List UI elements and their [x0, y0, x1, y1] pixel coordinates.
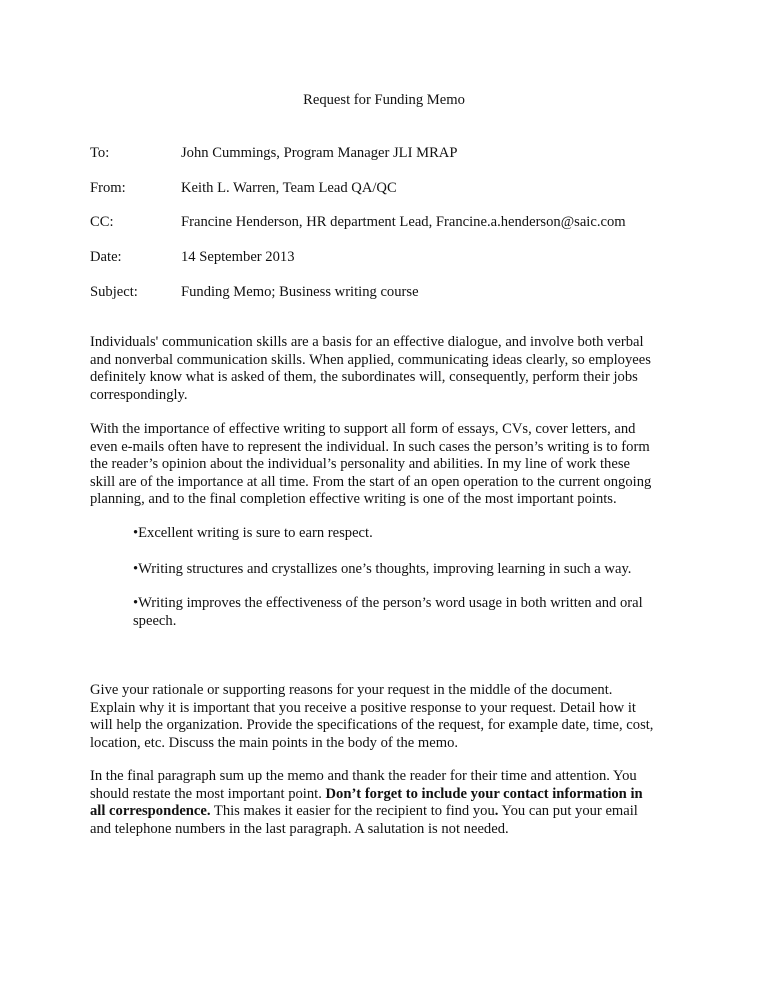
- date-label: Date:: [90, 249, 122, 265]
- paragraph-line: In the final paragraph sum up the memo and thank the reader for their time and attention. You: [90, 768, 637, 784]
- subject-value: Funding Memo; Business writing course: [181, 284, 419, 300]
- plain-text: should restate the most important point.: [90, 785, 326, 802]
- paragraph-line: Individuals' communication skills are a basis for an effective dialogue, and involve both verbal: [90, 334, 644, 350]
- paragraph-line: skill are of the importance at all time. From the start of an open operation to the current ongoing: [90, 473, 652, 490]
- body-paragraph-1: [90, 334, 690, 404]
- memo-title: Request for Funding Memo: [303, 92, 465, 108]
- bullet-item-2: [133, 561, 693, 579]
- from-label: From:: [90, 180, 126, 196]
- bullet-line: •Writing structures and crystallizes one’s thoughts, improving learning in such a way.: [133, 561, 632, 577]
- paragraph-line: Explain why it is important that you receive a positive response to your request. Detail how it: [90, 699, 636, 716]
- paragraph-line: even e-mails often have to represent the individual. In such cases the person’s writing is to form: [90, 438, 650, 455]
- bullet-line: speech.: [133, 612, 177, 629]
- bold-text: Don’t forget to include your contact information in: [325, 785, 643, 802]
- to-label: To:: [90, 145, 110, 161]
- paragraph-line: [90, 786, 690, 804]
- paragraph-line: definitely know what is asked of them, the subordinates will, consequently, perform their jobs: [90, 369, 638, 386]
- paragraph-line: location, etc. Discuss the main points in the body of the memo.: [90, 734, 459, 751]
- paragraph-line: and nonverbal communication skills. When applied, communicating ideas clearly, so employees: [90, 351, 651, 368]
- body-paragraph-4: [90, 768, 690, 838]
- paragraph-line: Give your rationale or supporting reasons for your request in the middle of the document.: [90, 682, 613, 698]
- body-paragraph-2: [90, 421, 690, 509]
- bold-text: .: [494, 803, 499, 820]
- bullet-item-1: [133, 525, 693, 543]
- from-value: Keith L. Warren, Team Lead QA/QC: [181, 180, 397, 196]
- bullet-item-3: [133, 595, 693, 630]
- subject-label: Subject:: [90, 284, 138, 300]
- to-value: John Cummings, Program Manager JLI MRAP: [181, 145, 458, 161]
- bullet-line: •Writing improves the effectiveness of the person’s word usage in both written and oral: [133, 595, 643, 611]
- date-value: 14 September 2013: [181, 249, 295, 265]
- cc-label: CC:: [90, 214, 114, 230]
- paragraph-line: and telephone numbers in the last paragraph. A salutation is not needed.: [90, 820, 509, 837]
- paragraph-line: correspondingly.: [90, 386, 188, 403]
- paragraph-line: planning, and to the final completion effective writing is one of the most important points.: [90, 491, 617, 508]
- paragraph-line: [90, 803, 690, 821]
- plain-text: You can put your email: [498, 803, 638, 820]
- bold-text: all correspondence.: [90, 803, 211, 820]
- paragraph-line: With the importance of effective writing to support all form of essays, CVs, cover letters, and: [90, 421, 636, 437]
- cc-value: Francine Henderson, HR department Lead, Francine.a.henderson@saic.com: [181, 214, 626, 230]
- paragraph-line: the reader’s opinion about the individual’s personality and abilities. In my line of work these: [90, 456, 630, 473]
- body-paragraph-3: [90, 682, 690, 752]
- plain-text: This makes it easier for the recipient to find you: [210, 803, 495, 820]
- bullet-line: •Excellent writing is sure to earn respect.: [133, 525, 373, 541]
- paragraph-line: will help the organization. Provide the specifications of the request, for example date, time, cost,: [90, 717, 654, 734]
